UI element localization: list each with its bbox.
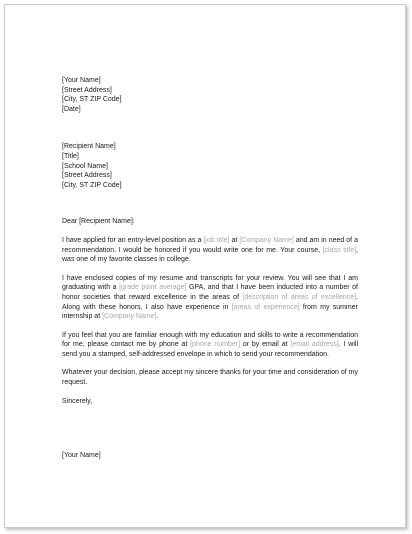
p2-text-1: I have enclosed copies of my resume and transcripts for your review. You will see that I am graduating with a xyxy=(62,274,358,292)
p3-text-1: If you feel that you are familiar enough with my education and skills to write a recommendation for me, please contact me by phone at xyxy=(62,331,358,349)
placeholder-phone-number: [phone number] xyxy=(190,341,241,349)
p1-text-2: at xyxy=(229,236,240,244)
recipient-address xyxy=(62,142,358,190)
letter-date: [Date] xyxy=(62,105,81,113)
p3-text-2: or by email at xyxy=(240,341,291,349)
placeholder-areas-of-experience: [areas of experience] xyxy=(231,303,300,311)
salutation: Dear [Recipient Name]: xyxy=(62,218,135,226)
placeholder-gpa: [grade point average] xyxy=(119,284,187,292)
sender-name: [Your Name] xyxy=(62,77,101,84)
recipient-name: [Recipient Name] xyxy=(62,143,116,151)
placeholder-job-title: [job title] xyxy=(203,236,230,244)
recipient-city: [City, ST ZIP Code] xyxy=(62,181,122,189)
placeholder-class-title: [class title] xyxy=(322,246,357,254)
recipient-school: [School Name] xyxy=(62,162,108,170)
p3-text-3: . I will send you a stamped, self-addressed envelope in which to send your recommendation. xyxy=(62,341,359,358)
p1-text-1: I have applied for an entry-level position as a xyxy=(62,236,204,244)
p2-text-3: . Along with these honors, I also have experience in xyxy=(62,293,358,311)
recipient-street: [Street Address] xyxy=(62,172,112,180)
placeholder-areas-of-excellence: [description of areas of excellence] xyxy=(242,293,357,301)
paragraph-4: Whatever your decision, please accept my sincere thanks for your time and consideration of my request. xyxy=(62,369,358,387)
letter-page xyxy=(4,4,406,528)
sender-street: [Street Address] xyxy=(62,86,112,94)
letter-content xyxy=(62,76,358,461)
paragraph-3 xyxy=(62,331,358,360)
sender-city: [City, ST ZIP Code] xyxy=(62,96,122,104)
sender-address xyxy=(62,76,358,114)
p2-text-5: . xyxy=(156,313,159,321)
placeholder-email-address: [email address] xyxy=(290,341,339,349)
placeholder-internship-company: [Company Name] xyxy=(102,313,157,321)
p2-text-4: from my summer internship at xyxy=(62,303,358,321)
placeholder-company-name: [Company Name] xyxy=(239,236,294,244)
p2-text-2: GPA, and that I have been inducted into a number of honor societies that reward excellence in the areas of xyxy=(62,284,358,301)
paragraph-1 xyxy=(62,236,358,265)
closing: Sincerely, xyxy=(62,397,93,405)
recipient-title: [Title] xyxy=(62,152,79,160)
p1-text-3: and am in need of a recommendation. I would be honored if you would write one for me. Your course, xyxy=(62,236,358,254)
signature-name: [Your Name] xyxy=(62,452,101,460)
p1-text-4: , was one of my favorite classes in college. xyxy=(62,246,358,264)
paragraph-2 xyxy=(62,274,358,322)
